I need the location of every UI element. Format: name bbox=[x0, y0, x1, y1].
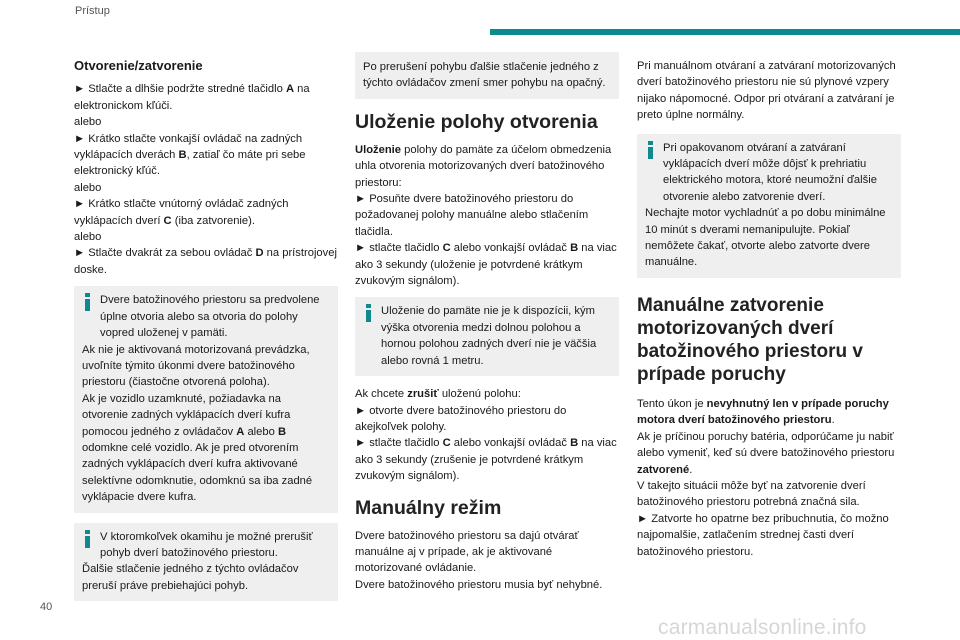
cancel-step-2: ► stlačte tlačidlo C alebo vonkajší ovládač B na viac ako 3 sekundy (zrušenie je potvrdené krátkym zvukovým signálom). bbox=[355, 435, 619, 484]
save-intro: Uloženie polohy do pamäte za účelom obmedzenia uhla otvorenia motorizovaných dverí batožinového priestoru: bbox=[355, 143, 612, 189]
info-icon bbox=[82, 530, 93, 548]
failure-text-2: Ak je príčinou poruchy batéria, odporúčame ju nabiť alebo vymeniť, keď sú dvere batožinového priestoru zatvorené. bbox=[637, 430, 895, 476]
cancel-step-1: ► otvorte dvere batožinového priestoru do akejkoľvek polohy. bbox=[355, 403, 619, 436]
or-3: alebo bbox=[74, 231, 102, 244]
note-1-paragraph-3: Ak je vozidlo uzamknuté, požiadavka na otvorenie zadných vyklápacích dverí kufra pomocou jedného z ovládačov A alebo B odomkne celé vozidlo. Ak je pred otvorením zadných vyklápacích dverí kufra aktivované selektívne odomknutie, odomknú sa iba zadné vyklápacie dvere kufra. bbox=[82, 392, 313, 504]
instruction-3: ► Krátko stlačte vnútorný ovládač zadných vyklápacích dverí C (iba zatvorenie). bbox=[74, 196, 338, 229]
save-step-2: ► stlačte tlačidlo C alebo vonkajší ovládač B na viac ako 3 sekundy (uloženie je potvrdené krátkym zvukovým signálom). bbox=[355, 240, 619, 289]
heading-manual-close-failure: Manuálne zatvorenie motorizovaných dverí batožinového priestoru v prípade poruchy bbox=[637, 294, 863, 385]
header-section-label: Prístup bbox=[75, 5, 110, 17]
instruction-4: ► Stlačte dvakrát za sebou ovládač D na prístrojovej doske. bbox=[74, 245, 338, 278]
or-2: alebo bbox=[74, 181, 102, 194]
column-2 bbox=[355, 52, 619, 593]
or-1: alebo bbox=[74, 116, 102, 129]
instruction-2: ► Krátko stlačte vonkajší ovládač na zadných vyklápacích dverách B, zatiaľ čo máte pri sebe elektronický kľúč. bbox=[74, 131, 338, 180]
info-note-1: Dvere batožinového priestoru sa predvolene úplne otvoria alebo sa otvoria do polohy vopred uloženej v pamäti. Ak nie je aktivovaná motorizovaná prevádzka, uvoľníte týmito úkonmi dvere batožinového priestoru (čiastočne otvorená poloha). Ak je vozidlo uzamknuté, požiadavka na otvorenie zadných vyklápacích dverí kufra pomocou jedného z ovládačov A alebo B odomkne celé vozidlo. Ak je pred otvorením zadných vyklápacích dverí kufra aktivované selektívne odomknutie, odomknú sa iba zadné vyklápacie dvere kufra. bbox=[74, 286, 338, 512]
section-heading-open-close: Otvorenie/zatvorenie bbox=[74, 58, 203, 73]
page-number: 40 bbox=[40, 601, 53, 613]
failure-step-1: ► Zatvorte ho opatrne bez pribuchnutia, čo možno najpomalšie, zatlačením strednej časti dverí batožinového priestoru. bbox=[637, 511, 901, 560]
note-2-paragraph-2: Ďalšie stlačenie jedného z týchto ovládačov preruší práve prebiehajúci pohyb. bbox=[82, 563, 299, 592]
manual-mode-text-1: Dvere batožinového priestoru sa dajú otvárať manuálne aj v prípade, ak je aktivované motorizované ovládanie. bbox=[355, 529, 579, 575]
instruction-1: ► Stlačte a dlhšie podržte stredné tlačidlo A na elektronickom kľúči. bbox=[74, 81, 338, 114]
info-note-3: Uloženie do pamäte nie je k dispozícii, kým výška otvorenia medzi dolnou polohou a hornou polohou zadných dverí nie je väčšia alebo rovná 1 metru. bbox=[355, 297, 619, 376]
note-1-paragraph-2: Ak nie je aktivovaná motorizovaná prevádzka, uvoľníte týmito úkonmi dvere batožinového priestoru (čiastočne otvorená poloha). bbox=[82, 343, 310, 389]
info-icon bbox=[82, 293, 93, 311]
note-continued: Po prerušení pohybu ďalšie stlačenie jedného z týchto ovládačov zmení smer pohybu na opačný. bbox=[355, 52, 619, 99]
header-accent-bar bbox=[490, 29, 960, 35]
column-1 bbox=[74, 48, 338, 611]
cancel-intro: Ak chcete zrušiť uloženú polohu: bbox=[355, 388, 521, 401]
heading-manual-mode: Manuálny režim bbox=[355, 496, 502, 519]
info-note-2: V ktoromkoľvek okamihu je možné prerušiť pohyb dverí batožinového priestoru. Ďalšie stlačenie jedného z týchto ovládačov preruší práve prebiehajúci pohyb. bbox=[74, 523, 338, 602]
failure-text-3: V takejto situácii môže byť na zatvorenie dverí batožinového priestoru potrebná značná sila. bbox=[637, 479, 866, 509]
info-icon bbox=[363, 304, 374, 322]
manual-resistance-text: Pri manuálnom otváraní a zatváraní motorizovaných dverí batožinového priestoru nie sú plynové vzpery nijako nápomocné. Odpor pri otváraní a zatváraní je preto úplne normálny. bbox=[637, 60, 896, 122]
heading-save-open-position: Uloženie polohy otvorenia bbox=[355, 110, 598, 133]
watermark: carmanualsonline.info bbox=[658, 616, 867, 639]
info-note-4: Pri opakovanom otváraní a zatváraní vyklápacích dverí môže dôjsť k prehriatiu elektrického motora, ktoré neumožní ďalšie otvorenie alebo zatvorenie dverí. Nechajte motor vychladnúť a po dobu minimálne 10 minút s dverami nemanipulujte. Pokiaľ nemôžete čakať, otvorte alebo zatvorte dvere manuálne. bbox=[637, 134, 901, 278]
info-icon bbox=[645, 141, 656, 159]
column-3 bbox=[637, 58, 901, 560]
note-4-paragraph-2: Nechajte motor vychladnúť a po dobu minimálne 10 minút s dverami nemanipulujte. Pokiaľ nemôžete čakať, otvorte alebo zatvorte dvere manuálne. bbox=[645, 207, 886, 269]
manual-mode-text-2: Dvere batožinového priestoru musia byť nehybné. bbox=[355, 578, 603, 591]
failure-text-1: Tento úkon je nevyhnutný len v prípade poruchy motora dverí batožinového priestoru. bbox=[637, 397, 889, 427]
save-step-1: ► Posuňte dvere batožinového priestoru do požadovanej polohy manuálne alebo stlačením tlačidla. bbox=[355, 191, 619, 240]
